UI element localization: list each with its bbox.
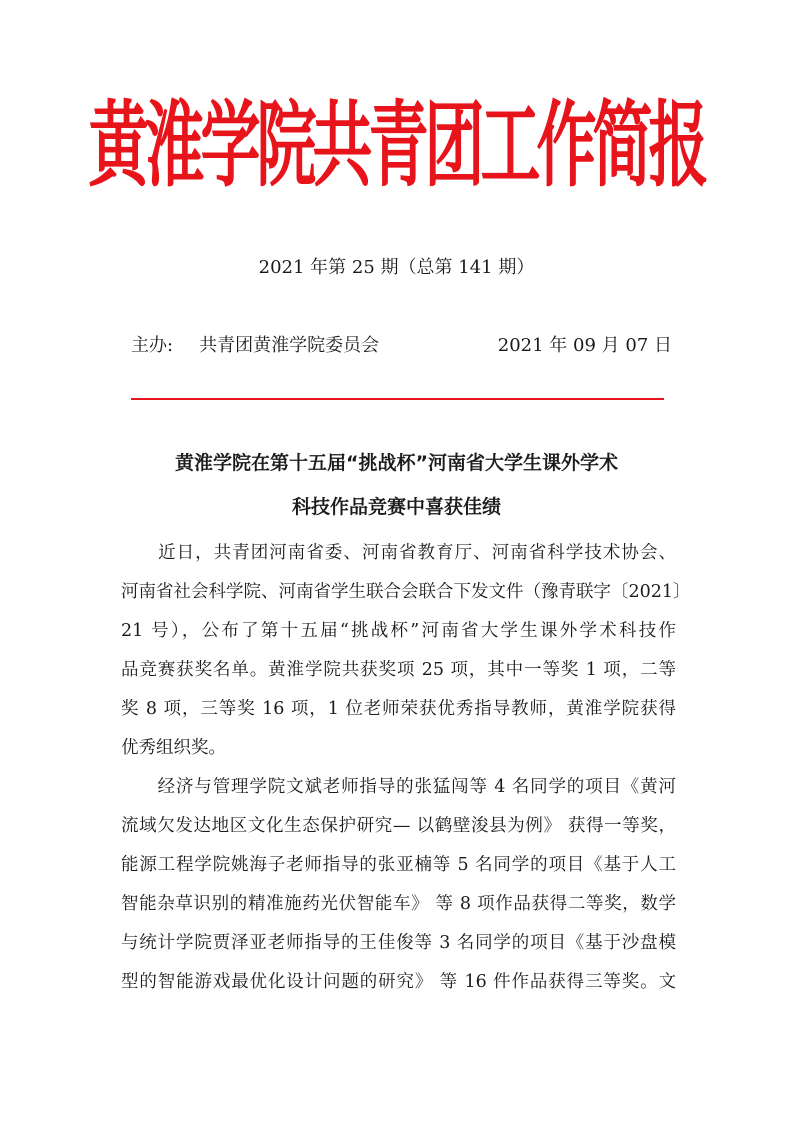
red-divider [131, 398, 664, 400]
article-body [121, 534, 691, 1002]
masthead-title: 黄淮学院共青团工作简报 [88, 92, 705, 201]
sponsor-org: 共青团黄淮学院委员会 [199, 335, 380, 356]
sponsor-line [131, 334, 379, 358]
body-line: 流域欠发达地区文化生态保护研究— 以鹤壁浚县为例》 获得一等奖， [121, 816, 676, 836]
issue-date: 2021 年 09 月 07 日 [497, 335, 672, 356]
sponsor-label: 主办: [131, 335, 174, 356]
body-line: 能源工程学院姚海子老师指导的张亚楠等 5 名同学的项目《基于人工 [121, 855, 676, 875]
body-line: 与统计学院贾泽亚老师指导的王佳俊等 3 名同学的项目《基于沙盘模 [121, 933, 676, 953]
article-title-line: 黄淮学院在第十五届“挑战杯”河南省大学生课外学术 [175, 452, 618, 474]
body-line: 品竞赛获奖名单。黄淮学院共获奖项 25 项，其中一等奖 1 项，二等 [121, 660, 676, 680]
body-line: 奖 8 项，三等奖 16 项，1 位老师荣获优秀指导教师，黄淮学院获得 [121, 699, 676, 719]
body-line: 河南省社会科学院、河南省学生联合会联合下发文件（豫青联字〔2021〕 [121, 582, 691, 602]
body-line: 智能杂草识别的精准施药光伏智能车》 等 8 项作品获得二等奖，数学 [121, 894, 676, 914]
article-title-line: 科技作品竞赛中喜获佳绩 [291, 496, 501, 518]
issue-number: 2021 年第 25 期（总第 141 期） [258, 257, 535, 278]
body-line: 经济与管理学院文斌老师指导的张猛闯等 4 名同学的项目《黄河 [121, 777, 676, 797]
article-title [110, 441, 683, 529]
body-line: 优秀组织奖。 [121, 738, 226, 758]
body-line: 近日，共青团河南省委、河南省教育厅、河南省科学技术协会、 [121, 543, 676, 563]
body-line: 型的智能游戏最优化设计问题的研究》 等 16 件作品获得三等奖。文 [121, 972, 676, 992]
body-line: 21 号），公布了第十五届“挑战杯”河南省大学生课外学术科技作 [121, 621, 676, 641]
